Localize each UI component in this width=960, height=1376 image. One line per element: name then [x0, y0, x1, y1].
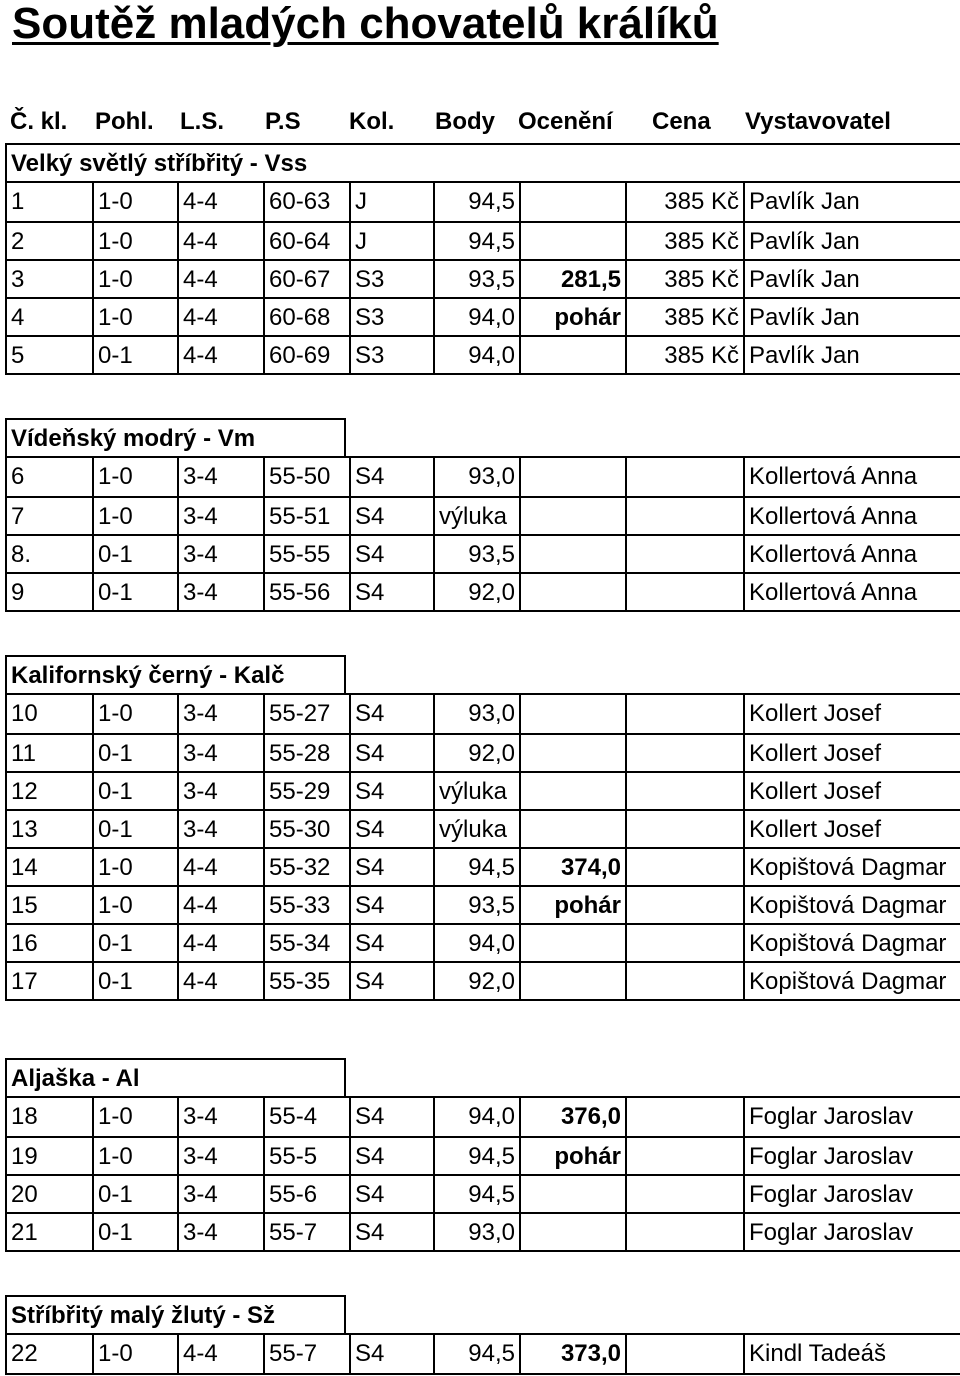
- cell-exhibitor: Foglar Jaroslav: [743, 1214, 960, 1250]
- cell-award: [519, 773, 625, 809]
- cell-cage-number: 9: [11, 579, 25, 606]
- cell-right-ear: 55-27: [263, 695, 349, 733]
- cell-points: 94,0: [433, 299, 519, 335]
- cell-exhibitor: Foglar Jaroslav: [743, 1098, 960, 1136]
- cell-prize: [625, 773, 743, 809]
- cell-prize: [625, 1335, 743, 1373]
- header-exhibitor: Vystavovatel: [745, 108, 891, 135]
- cell-prize: [625, 458, 743, 496]
- cell-right-ear: 55-35: [263, 963, 349, 999]
- table-row: [7, 458, 960, 496]
- cell-exhibitor: Pavlík Jan: [743, 261, 960, 297]
- cell-prize: [625, 1214, 743, 1250]
- cell-prize: [625, 536, 743, 572]
- cell-sex: 0-1: [92, 536, 177, 572]
- cell-collection: S4: [349, 1335, 433, 1373]
- header-prize: Cena: [652, 108, 711, 135]
- cell-collection: S4: [349, 574, 433, 610]
- cell-cage-number: 22: [11, 1340, 38, 1367]
- table-row: [7, 221, 960, 259]
- table-row: [7, 496, 960, 534]
- cell-prize: [625, 1138, 743, 1174]
- cell-sex: 0-1: [92, 773, 177, 809]
- breed-group-vm: [5, 418, 960, 612]
- cell-exhibitor: Kollertová Anna: [743, 574, 960, 610]
- cell-exhibitor: Kollert Josef: [743, 773, 960, 809]
- table-row: [7, 1335, 960, 1373]
- header-left-ear: L.S.: [180, 108, 225, 135]
- cell-prize: [625, 811, 743, 847]
- cell-right-ear: 60-67: [263, 261, 349, 297]
- cell-award: [519, 458, 625, 496]
- cell-award: [519, 536, 625, 572]
- cell-points: 93,0: [433, 1214, 519, 1250]
- cell-points: 94,5: [433, 223, 519, 259]
- cell-cage-number: 19: [11, 1143, 38, 1170]
- table-row: [7, 1098, 960, 1136]
- cell-right-ear: 55-28: [263, 735, 349, 771]
- cell-sex: 0-1: [92, 963, 177, 999]
- cell-right-ear: 55-7: [263, 1214, 349, 1250]
- cell-award: 373,0: [519, 1335, 625, 1373]
- cell-prize: 385 Kč: [625, 261, 743, 297]
- cell-cage-number: 1: [11, 188, 25, 215]
- cell-right-ear: 55-4: [263, 1098, 349, 1136]
- table-row: [7, 1136, 960, 1174]
- cell-sex: 0-1: [92, 811, 177, 847]
- table-row: [7, 809, 960, 847]
- cell-prize: [625, 963, 743, 999]
- cell-award: 374,0: [519, 849, 625, 885]
- cell-right-ear: 60-69: [263, 337, 349, 373]
- table-row: [7, 1174, 960, 1212]
- entries-table: [5, 1333, 960, 1375]
- cell-left-ear: 3-4: [177, 735, 263, 771]
- cell-collection: S3: [349, 261, 433, 297]
- cell-right-ear: 60-64: [263, 223, 349, 259]
- cell-cage-number: 14: [11, 854, 38, 881]
- cell-cage-number: 20: [11, 1181, 38, 1208]
- cell-cage-number: 18: [11, 1103, 38, 1130]
- cell-prize: [625, 695, 743, 733]
- table-row: [7, 695, 960, 733]
- entries-table: [5, 693, 960, 1001]
- cell-right-ear: 55-30: [263, 811, 349, 847]
- cell-left-ear: 4-4: [177, 337, 263, 373]
- breed-group-sz: [5, 1295, 960, 1375]
- cell-cage-number: 2: [11, 228, 25, 255]
- cell-sex: 0-1: [92, 1176, 177, 1212]
- cell-points: 94,5: [433, 1335, 519, 1373]
- table-row: [7, 771, 960, 809]
- cell-left-ear: 3-4: [177, 811, 263, 847]
- cell-left-ear: 4-4: [177, 299, 263, 335]
- cell-sex: 0-1: [92, 1214, 177, 1250]
- cell-prize: [625, 498, 743, 534]
- cell-cage-number: 7: [11, 503, 25, 530]
- cell-cage-number: 4: [11, 304, 25, 331]
- cell-exhibitor: Kollert Josef: [743, 811, 960, 847]
- cell-right-ear: 55-6: [263, 1176, 349, 1212]
- cell-right-ear: 55-33: [263, 887, 349, 923]
- cell-exhibitor: Kollertová Anna: [743, 536, 960, 572]
- table-row: [7, 923, 960, 961]
- cell-exhibitor: Pavlík Jan: [743, 299, 960, 335]
- cell-points: výluka: [433, 498, 519, 534]
- cell-points: 93,0: [433, 695, 519, 733]
- cell-award: [519, 695, 625, 733]
- cell-award: [519, 1176, 625, 1212]
- cell-award: [519, 963, 625, 999]
- cell-sex: 0-1: [92, 574, 177, 610]
- cell-left-ear: 4-4: [177, 261, 263, 297]
- cell-sex: 1-0: [92, 261, 177, 297]
- cell-award: [519, 735, 625, 771]
- table-row: [7, 183, 960, 221]
- cell-points: 92,0: [433, 574, 519, 610]
- cell-collection: S3: [349, 299, 433, 335]
- cell-exhibitor: Kopištová Dagmar: [743, 849, 960, 885]
- column-header-row: [0, 103, 960, 141]
- cell-right-ear: 55-50: [263, 458, 349, 496]
- cell-prize: 385 Kč: [625, 223, 743, 259]
- cell-collection: S4: [349, 536, 433, 572]
- cell-cage-number: 8.: [11, 541, 32, 568]
- cell-right-ear: 60-63: [263, 183, 349, 221]
- cell-right-ear: 55-55: [263, 536, 349, 572]
- cell-collection: S4: [349, 963, 433, 999]
- cell-sex: 1-0: [92, 695, 177, 733]
- cell-points: 94,5: [433, 1138, 519, 1174]
- cell-points: výluka: [433, 773, 519, 809]
- cell-prize: [625, 735, 743, 771]
- cell-exhibitor: Foglar Jaroslav: [743, 1176, 960, 1212]
- cell-cage-number: 21: [11, 1219, 38, 1246]
- cell-collection: S3: [349, 337, 433, 373]
- header-award: Ocenění: [518, 108, 613, 135]
- cell-points: 92,0: [433, 735, 519, 771]
- cell-sex: 1-0: [92, 1138, 177, 1174]
- cell-award: [519, 183, 625, 221]
- cell-award: [519, 811, 625, 847]
- cell-points: 94,0: [433, 337, 519, 373]
- header-sex: Pohl.: [95, 108, 154, 135]
- cell-award: [519, 925, 625, 961]
- cell-exhibitor: Pavlík Jan: [743, 183, 960, 221]
- cell-sex: 0-1: [92, 337, 177, 373]
- cell-left-ear: 4-4: [177, 887, 263, 923]
- cell-collection: S4: [349, 1214, 433, 1250]
- cell-points: 94,5: [433, 849, 519, 885]
- cell-right-ear: 55-51: [263, 498, 349, 534]
- cell-left-ear: 3-4: [177, 498, 263, 534]
- cell-collection: S4: [349, 1138, 433, 1174]
- table-row: [7, 534, 960, 572]
- cell-collection: S4: [349, 1098, 433, 1136]
- table-row: [7, 1212, 960, 1250]
- cell-right-ear: 55-34: [263, 925, 349, 961]
- cell-exhibitor: Kollertová Anna: [743, 458, 960, 496]
- cell-prize: [625, 1176, 743, 1212]
- cell-left-ear: 3-4: [177, 458, 263, 496]
- cell-points: 94,5: [433, 1176, 519, 1212]
- cell-exhibitor: Kollert Josef: [743, 695, 960, 733]
- page-title: Soutěž mladých chovatelů králíků: [12, 0, 719, 48]
- cell-exhibitor: Kindl Tadeáš: [743, 1335, 960, 1373]
- cell-left-ear: 4-4: [177, 223, 263, 259]
- cell-sex: 0-1: [92, 735, 177, 771]
- table-row: [7, 572, 960, 610]
- cell-award: 281,5: [519, 261, 625, 297]
- cell-cage-number: 16: [11, 930, 38, 957]
- cell-sex: 0-1: [92, 925, 177, 961]
- header-cage-number: Č. kl.: [10, 108, 68, 135]
- cell-left-ear: 4-4: [177, 183, 263, 221]
- cell-right-ear: 55-32: [263, 849, 349, 885]
- cell-right-ear: 55-5: [263, 1138, 349, 1174]
- cell-cage-number: 6: [11, 463, 25, 490]
- cell-sex: 1-0: [92, 1098, 177, 1136]
- cell-right-ear: 60-68: [263, 299, 349, 335]
- cell-award: [519, 574, 625, 610]
- cell-left-ear: 3-4: [177, 695, 263, 733]
- cell-exhibitor: Kollertová Anna: [743, 498, 960, 534]
- cell-collection: S4: [349, 773, 433, 809]
- cell-left-ear: 3-4: [177, 1176, 263, 1212]
- cell-sex: 1-0: [92, 299, 177, 335]
- cell-exhibitor: Kopištová Dagmar: [743, 963, 960, 999]
- cell-points: 94,5: [433, 183, 519, 221]
- cell-points: 93,5: [433, 261, 519, 297]
- header-points: Body: [435, 108, 495, 135]
- cell-points: 92,0: [433, 963, 519, 999]
- cell-cage-number: 17: [11, 968, 38, 995]
- cell-cage-number: 11: [11, 740, 36, 767]
- cell-left-ear: 3-4: [177, 773, 263, 809]
- breed-group-title: Stříbřitý malý žlutý - Sž: [5, 1295, 346, 1333]
- cell-points: 93,0: [433, 458, 519, 496]
- cell-collection: S4: [349, 695, 433, 733]
- cell-sex: 1-0: [92, 458, 177, 496]
- cell-cage-number: 5: [11, 342, 25, 369]
- cell-cage-number: 15: [11, 892, 38, 919]
- breed-group-kalc: [5, 655, 960, 1001]
- cell-left-ear: 4-4: [177, 925, 263, 961]
- cell-collection: S4: [349, 498, 433, 534]
- breed-group-vss: [5, 143, 960, 375]
- cell-exhibitor: Kopištová Dagmar: [743, 887, 960, 923]
- cell-collection: S4: [349, 811, 433, 847]
- cell-prize: 385 Kč: [625, 183, 743, 221]
- breed-group-title: Vídeňský modrý - Vm: [5, 418, 346, 456]
- cell-exhibitor: Foglar Jaroslav: [743, 1138, 960, 1174]
- cell-prize: [625, 1098, 743, 1136]
- cell-award: [519, 223, 625, 259]
- cell-award: pohár: [519, 299, 625, 335]
- breed-group-title: Aljaška - Al: [5, 1058, 346, 1096]
- table-row: [7, 961, 960, 999]
- cell-points: 93,5: [433, 887, 519, 923]
- cell-exhibitor: Kollert Josef: [743, 735, 960, 771]
- cell-collection: S4: [349, 849, 433, 885]
- cell-award: pohár: [519, 887, 625, 923]
- cell-left-ear: 3-4: [177, 574, 263, 610]
- cell-collection: S4: [349, 887, 433, 923]
- cell-prize: [625, 925, 743, 961]
- cell-prize: 385 Kč: [625, 337, 743, 373]
- cell-exhibitor: Pavlík Jan: [743, 223, 960, 259]
- table-row: [7, 847, 960, 885]
- cell-prize: [625, 574, 743, 610]
- cell-award: [519, 498, 625, 534]
- breed-group-title: Kalifornský černý - Kalč: [5, 655, 346, 693]
- cell-left-ear: 4-4: [177, 963, 263, 999]
- cell-prize: [625, 849, 743, 885]
- cell-right-ear: 55-56: [263, 574, 349, 610]
- table-row: [7, 297, 960, 335]
- cell-points: 94,0: [433, 1098, 519, 1136]
- entries-table: [5, 181, 960, 375]
- cell-collection: S4: [349, 925, 433, 961]
- cell-left-ear: 4-4: [177, 1335, 263, 1373]
- cell-sex: 1-0: [92, 183, 177, 221]
- cell-points: 93,5: [433, 536, 519, 572]
- cell-left-ear: 3-4: [177, 536, 263, 572]
- table-row: [7, 259, 960, 297]
- cell-points: výluka: [433, 811, 519, 847]
- cell-left-ear: 3-4: [177, 1214, 263, 1250]
- cell-right-ear: 55-29: [263, 773, 349, 809]
- table-row: [7, 335, 960, 373]
- entries-table: [5, 456, 960, 612]
- cell-prize: 385 Kč: [625, 299, 743, 335]
- cell-exhibitor: Kopištová Dagmar: [743, 925, 960, 961]
- cell-sex: 1-0: [92, 223, 177, 259]
- cell-sex: 1-0: [92, 849, 177, 885]
- table-row: [7, 885, 960, 923]
- cell-exhibitor: Pavlík Jan: [743, 337, 960, 373]
- cell-award: [519, 337, 625, 373]
- cell-left-ear: 3-4: [177, 1098, 263, 1136]
- cell-cage-number: 12: [11, 778, 38, 805]
- entries-table: [5, 1096, 960, 1252]
- cell-collection: J: [349, 223, 433, 259]
- breed-group-title: Velký světlý stříbřitý - Vss: [5, 143, 960, 181]
- cell-award: pohár: [519, 1138, 625, 1174]
- cell-award: 376,0: [519, 1098, 625, 1136]
- header-right-ear: P.S: [265, 108, 301, 135]
- breed-group-al: [5, 1058, 960, 1252]
- cell-collection: S4: [349, 735, 433, 771]
- cell-right-ear: 55-7: [263, 1335, 349, 1373]
- cell-cage-number: 10: [11, 700, 38, 727]
- cell-collection: S4: [349, 458, 433, 496]
- header-collection: Kol.: [349, 108, 395, 135]
- cell-sex: 1-0: [92, 498, 177, 534]
- cell-left-ear: 3-4: [177, 1138, 263, 1174]
- cell-award: [519, 1214, 625, 1250]
- cell-cage-number: 3: [11, 266, 25, 293]
- cell-cage-number: 13: [11, 816, 38, 843]
- cell-prize: [625, 887, 743, 923]
- table-row: [7, 733, 960, 771]
- cell-sex: 1-0: [92, 1335, 177, 1373]
- cell-sex: 1-0: [92, 887, 177, 923]
- cell-collection: S4: [349, 1176, 433, 1212]
- cell-collection: J: [349, 183, 433, 221]
- cell-points: 94,0: [433, 925, 519, 961]
- cell-left-ear: 4-4: [177, 849, 263, 885]
